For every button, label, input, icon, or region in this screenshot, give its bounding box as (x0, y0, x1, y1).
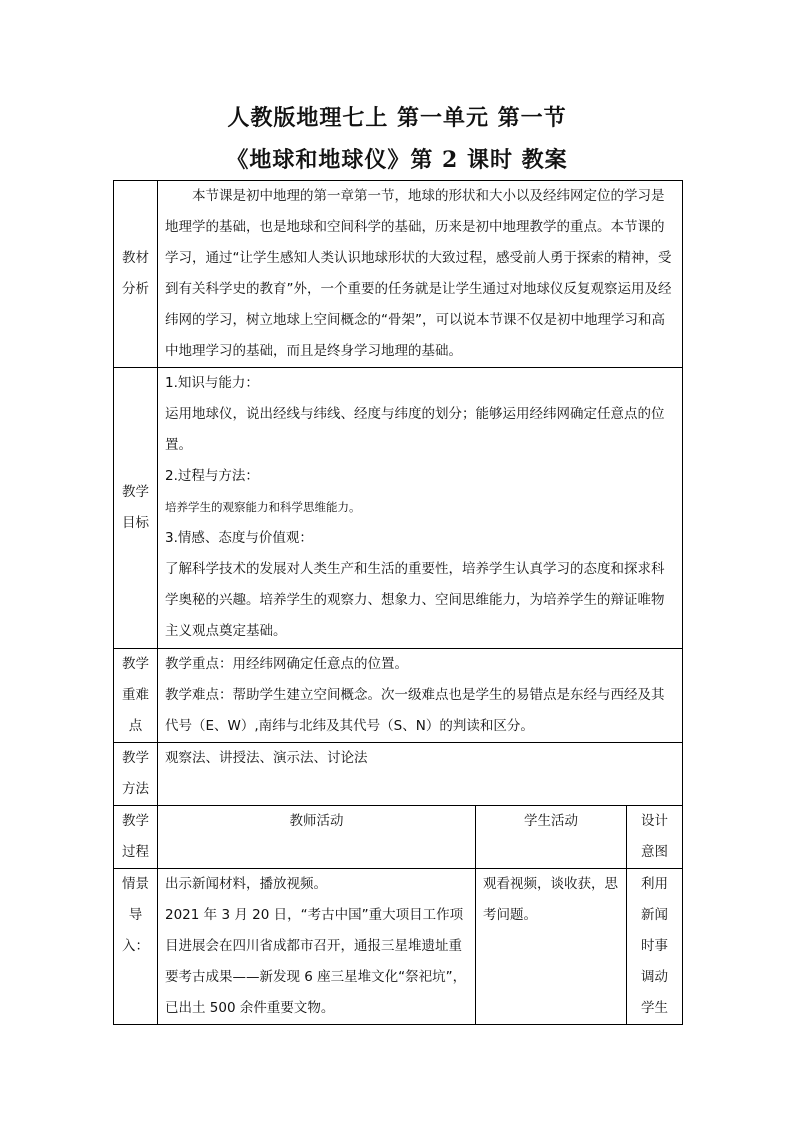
intro-design-cell: 利用 新闻 时事 调动 学生 (627, 869, 683, 1025)
label-material-analysis: 教材 分析 (114, 181, 158, 368)
intro-teacher-text-2: 2021 年 3 月 20 日，“考古中国”重大项目工作项目进展会在四川省成都市召开，通报三星堆遗址重要考古成果——新发现 6 座三星堆文化“祭祀坑”，已出土 500 余件重要文物。 (165, 907, 467, 1016)
row-process-header (114, 806, 683, 869)
goal-text-knowledge: 运用地球仪，说出经线与纬线、经度与纬度的划分；能够运用经纬网确定任意点的位置。 (165, 406, 665, 453)
goal-heading-emotion: 3.情感、态度与价值观： (165, 530, 313, 546)
goal-text-process: 培养学生的观察能力和科学思维能力。 (165, 500, 361, 514)
intro-teacher-text-1: 出示新闻材料，播放视频。 (165, 876, 327, 892)
row-material-analysis (114, 181, 683, 368)
goal-heading-knowledge: 1.知识与能力： (165, 375, 259, 391)
header-teacher-activity: 教师活动 (158, 806, 476, 869)
label-intro: 情景 导 入： (114, 869, 158, 1025)
lesson-plan-table (113, 180, 683, 1025)
key-points-cell (158, 649, 683, 743)
goal-text-emotion: 了解科学技术的发展对人类生产和生活的重要性，培养学生认真学习的态度和探求科学奥秘的兴趣。培养学生的观察力、想象力、空间思维能力，为培养学生的辩证唯物主义观点奠定基础。 (165, 561, 665, 639)
row-teaching-goals (114, 368, 683, 649)
intro-teacher-cell (158, 869, 476, 1025)
label-teaching-goals: 教学 目标 (114, 368, 158, 649)
label-teaching-process: 教学 过程 (114, 806, 158, 869)
title-line-1: 人教版地理七上 第一单元 第一节 (227, 105, 567, 131)
teaching-method-cell (158, 743, 683, 806)
teaching-goals-cell (158, 368, 683, 649)
key-point-text: 教学重点：用经纬网确定任意点的位置。 (165, 656, 408, 672)
goal-heading-process: 2.过程与方法： (165, 468, 259, 484)
teaching-method-text: 观察法、讲授法、演示法、讨论法 (165, 750, 368, 766)
row-intro (114, 869, 683, 1025)
difficult-point-text: 教学难点：帮助学生建立空间概念。次一级难点也是学生的易错点是东经与西经及其代号（E、W）,南纬与北纬及其代号（S、N）的判读和区分。 (165, 687, 665, 734)
header-student-activity: 学生活动 (476, 806, 627, 869)
title-line-2: 《地球和地球仪》第 2 课时 教案 (226, 147, 568, 173)
intro-student-text: 观看视频，谈收获，思考问题。 (483, 876, 618, 923)
row-teaching-method (114, 743, 683, 806)
label-key-points: 教学 重难 点 (114, 649, 158, 743)
row-key-points (114, 649, 683, 743)
header-design-intent: 设计 意图 (627, 806, 683, 869)
intro-student-cell (476, 869, 627, 1025)
material-analysis-text-cell (158, 181, 683, 368)
label-teaching-method: 教学 方法 (114, 743, 158, 806)
material-analysis-text: 本节课是初中地理的第一章第一节，地球的形状和大小以及经纬网定位的学习是地理学的基础，也是地球和空间科学的基础，历来是初中地理教学的重点。本节课的学习，通过“让学生感知人类认识地球形状的大致过程，感受前人勇于探索的精神，受到有关科学史的教育”外，一个重要的任务就是让学生通过对地球仪反复观察运用及经纬网的学习，树立地球上空间概念的“骨架”，可以说本节课不仅是初中地理学习和高中地理学习的基础，而且是终身学习地理的基础。 (165, 188, 672, 359)
